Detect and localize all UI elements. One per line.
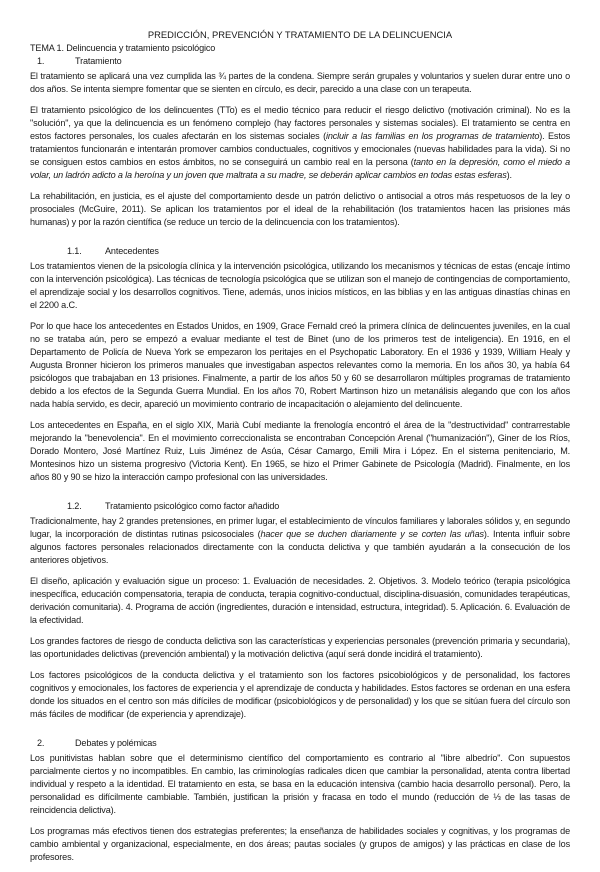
paragraph: Los tratamientos vienen de la psicología clínica y la intervención psicológica, utilizando los mecanismos y técnicas de estas (encaje íntimo con la intervención psicológica). Las técnicas de tecnología psicológica que se utilizan son el manejo de contingencias de comportamiento, el aprendizaje social y los desarrollos cognitivos. Tiene, además, unos inicios místicos, en las biblias y en las antiguas dinastías chinas en el 2200 a.C. bbox=[30, 261, 570, 310]
paragraph: Por lo que hace los antecedentes en Estados Unidos, en 1909, Grace Fernald creó la primera clínica de delincuentes juveniles, en la cual no se trataba aún, pero se empezó a evaluar mediante el test de Binet (uno de los primeros test de inteligencia). En 1916, en el Departamento de Policía de Nueva York se empezaron los peritajes en el Psychopatic Laboratory. En el 1936 y 1939, William Healy y Augusta Bronner hicieron los primeros manuales que investigaban aspectos relevantes como la memoria. En los años 30, ya había 64 psicólogos que trabajaban en 13 prisiones. Finalmente, a partir de los años 50 y 60 se desarrollaron múltiples programas de tratamiento debido a los efectos de la Segunda Guerra Mundial. En los años 70, Robert Martinson hizo un metanálisis alegando que con los años nada había servido, es decir, apareció un movimiento contrario de incapacitación o alejamiento del delincuente. bbox=[30, 321, 570, 409]
section-heading-tratamiento bbox=[30, 55, 570, 68]
section-label: Tratamiento bbox=[75, 56, 122, 66]
text-run: ). bbox=[506, 170, 512, 180]
paragraph: La rehabilitación, en justicia, es el ajuste del comportamiento desde un patrón delictivo o antisocial a otros más respetuosos de la ley o prosociales (McGuire, 2011). Se aplican los tratamientos por el ideal de la rehabilitación (los tratamientos hacen las prisiones más humanas) y por la razón científica (se reduce un tercio de la delincuencia con los tratamientos). bbox=[30, 191, 570, 227]
paragraph: Los programas más efectivos tienen dos estrategias preferentes; la enseñanza de habilidades sociales y cognitivas, y los programas de cambio ambiental y organizacional, especialmente, en dos áreas; pautas sociales (y grupos de amigos) y las prácticas en clase de los profesores. bbox=[30, 826, 570, 862]
italic-text-run: hacer que se duchen diariamente y se corten las uñas bbox=[260, 529, 484, 539]
paragraph bbox=[30, 515, 570, 567]
section-label: Tratamiento psicológico como factor añadido bbox=[105, 501, 280, 511]
section-number: 2. bbox=[37, 738, 45, 748]
italic-text-run: tanto en la depresión, como el miedo a volar, un ladrón adicto a la heroína y un joven que maltrata a su madre, se deberán aplicar cambios en todas estas esferas bbox=[30, 157, 571, 180]
paragraph bbox=[30, 104, 570, 182]
paragraph: Los antecedentes en España, en el siglo XIX, Marià Cubí mediante la frenología encontró el área de la "destructividad" contrarrestable mejorando la "benevolencia". En el movimiento correccionalista se encontraban Concepción Arenal ("humanización"), Giner de los Ríos, Dorado Montero, José Martínez Ruiz, Luis Jiménez de Asúa, César Camargo, Emili Mira i López. En el sistema penitenciario, M. Montesinos hizo un sistema progresivo (Victoria Kent). En 1965, se hizo el Primer Gabinete de Psicología (Madrid). Finalmente, en los años 80 y 90 se hizo la interacción campo profesional con las universidades. bbox=[30, 420, 570, 482]
section-heading-factor-anadido bbox=[30, 500, 570, 513]
document-page bbox=[30, 28, 570, 872]
section-label: Antecedentes bbox=[105, 246, 159, 256]
text-run: El tratamiento psicológico de los delincuentes (TTo) es el medio técnico para reducir el riesgo delictivo (motivación criminal). No es la "solución", ya que la delincuencia es un fenómeno complejo (hay factores personales y sistemas sociales). El tratamiento se centra en estos factores personales, los cuales afectarán en los sistemas sociales ( bbox=[30, 105, 570, 141]
paragraph: Los factores psicológicos de la conducta delictiva y el tratamiento son los factores psicobiológicos y de personalidad, los factores cognitivos y emocionales, los factores de experiencia y el aprendizaje de conducta y habilidades. Estos factores se ordenan en una esfera donde los situados en el centro son más difíciles de modificar (psicobiológicos y de personalidad) y los que se sitúan fuera del círculo son más fáciles de modificar (de experiencia y aprendizaje). bbox=[30, 670, 570, 719]
section-label: Debates y polémicas bbox=[75, 738, 157, 748]
section-number: 1.2. bbox=[67, 501, 82, 511]
section-number: 1. bbox=[37, 56, 45, 66]
section-heading-antecedentes bbox=[30, 245, 570, 258]
paragraph: Los punitivistas hablan sobre que el determinismo científico del comportamiento es contrario al "libre albedrío". Con supuestos parcialmente ciertos y no incompatibles. En cambio, las criminologías radicales dicen que cambiar la personalidad, atenta contra libertad individual y respeto a la identidad. El tratamiento en esta, se basa en la educación intensiva (cambio hacia desarrollo personal). Pero, la personalidad es difícilmente cambiable. También, justifican la prisión y fracasa en todo el mundo (reducción de ⅓ de las tasas de reincidencia delictiva). bbox=[30, 753, 570, 815]
topic-heading: TEMA 1. Delincuencia y tratamiento psicológico bbox=[30, 43, 216, 53]
text-run: ). Estos tratamientos funcionarán e intentarán promover cambios conductuales, cognitivos y emocionales (nuevas habilidades para la vida). Si no se consiguen estos cambios en estos ámbitos, no se conseguirá un cambio real en la persona ( bbox=[30, 131, 571, 167]
section-heading-debates bbox=[30, 737, 570, 750]
text-run: Tradicionalmente, hay 2 grandes pretensiones, en primer lugar, el establecimiento de vínculos familiares y laborales sólidos y, en segundo lugar, la incorporación de distintas rutinas psicosociales ( bbox=[30, 516, 570, 539]
section-number: 1.1. bbox=[67, 246, 82, 256]
paragraph: Los grandes factores de riesgo de conducta delictiva son las características y experiencias personales (prevención primaria y secundaria), las oportunidades delictivas (prevención ambiental) y la motivación delictiva (aquí será donde incidirá el tratamiento). bbox=[30, 636, 570, 659]
paragraph: El tratamiento se aplicará una vez cumplida las ¾ partes de la condena. Siempre serán grupales y voluntarios y suelen durar entre uno o dos años. Se intenta siempre fomentar que se sienten en círculo, es decir, parecido a una clase con un terapeuta. bbox=[30, 71, 570, 94]
italic-text-run: incluir a las familias en los programas de tratamiento bbox=[325, 131, 540, 141]
document-title: PREDICCIÓN, PREVENCIÓN Y TRATAMIENTO DE LA DELINCUENCIA bbox=[147, 29, 453, 40]
text-run: ). Intenta influir sobre algunos factores personales relacionados directamente con la conducta delictiva y que también ayudarán a la consecución de los anteriores objetivos. bbox=[30, 529, 570, 565]
paragraph: El diseño, aplicación y evaluación sigue un proceso: 1. Evaluación de necesidades. 2. Objetivos. 3. Modelo teórico (terapia psicológica inespecífica, educación compensatoria, terapia de conducta, terapia cognitivo-conductual, disciplina-disuasión, comunidades terapéuticas, derivación comunitaria). 4. Programa de acción (ingredientes, duración e intensidad, estructura, integridad). 5. Aplicación. 6. Evaluación de la efectividad. bbox=[30, 576, 570, 625]
